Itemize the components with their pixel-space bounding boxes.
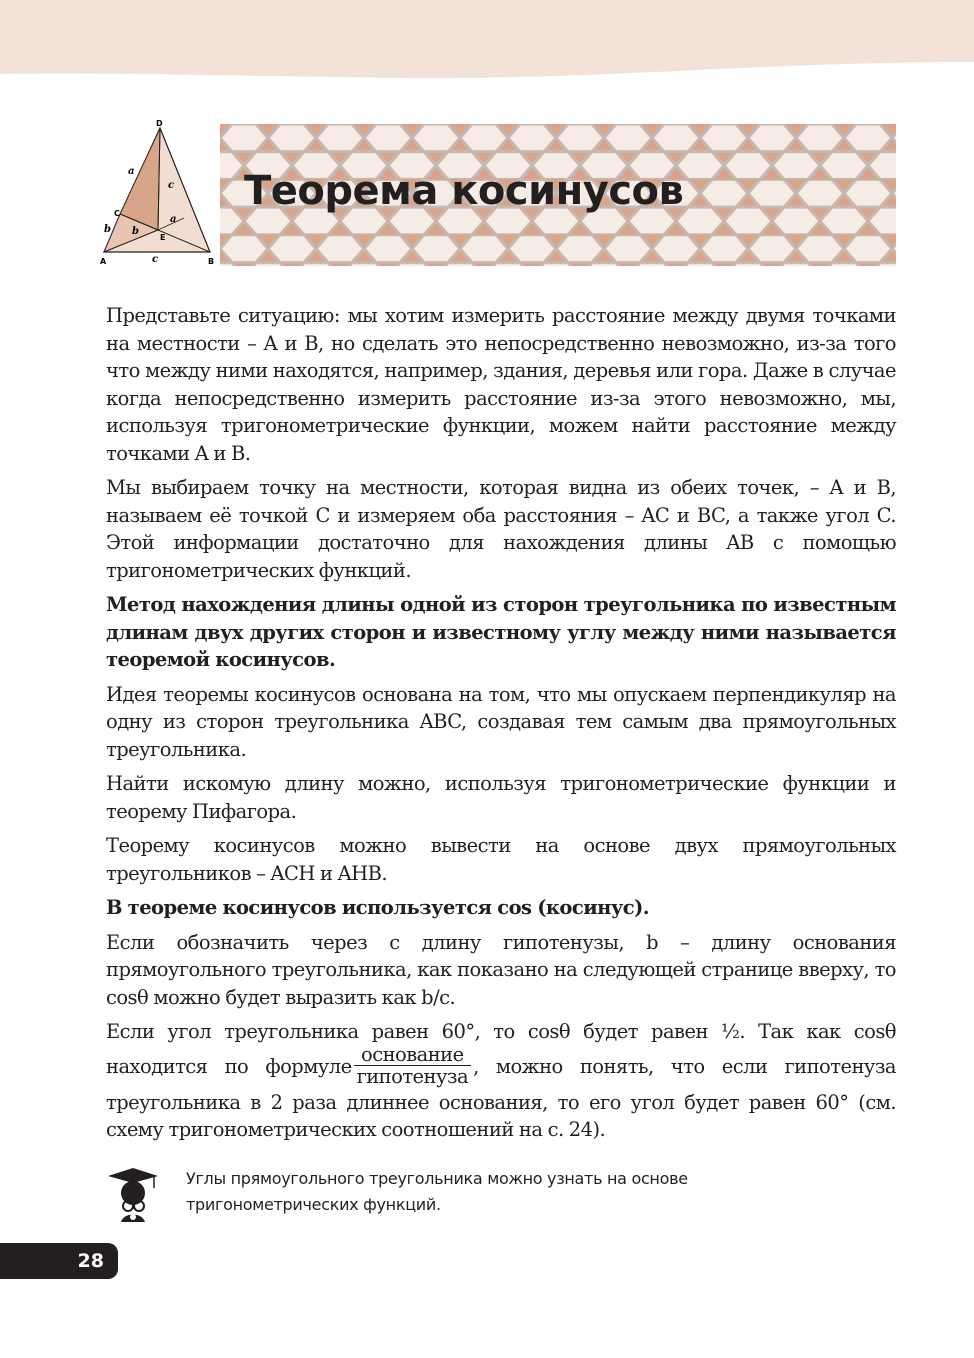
paragraph-1: Представьте ситуацию: мы хотим измерить расстояние между двумя точками на местности – A и B, но сделать это непосредственно невозможно, из-за того что между ними находятся, например, здания, деревья или гора. Даже в случае когда непосредственно измерить расстояние из-за этого невозможно, мы, используя тригонометрические функции, можем найти расстояние между точками A и B.	[106, 304, 896, 465]
page-title: Теорема косинусов	[244, 168, 684, 214]
paragraph-4: Идея теоремы косинусов основана на том, что мы опускаем перпендикуляр на одну из сторон треугольника ABC, создавая тем самым два прямоугольных треугольника.	[106, 682, 896, 761]
label-c: C	[114, 209, 120, 218]
professor-icon	[106, 1166, 160, 1226]
label-side-a2: a	[170, 214, 177, 225]
label-side-b2: b	[132, 226, 139, 237]
label-e: E	[160, 233, 166, 242]
label-b: B	[208, 257, 215, 266]
label-side-c1: c	[168, 180, 175, 191]
triangle-diagram-icon	[100, 118, 220, 266]
page-number: 28	[0, 1243, 118, 1279]
paragraph-5: Найти искомую длину можно, используя тригонометрические функции и теорему Пифагора.	[106, 772, 896, 823]
paragraph-9-end: , можно понять, что если гипотенуза треугольника в 2 раза длиннее основания, то его угол будет равен 60° (см. схему тригонометрических соотношений на с. 24).	[106, 1054, 897, 1141]
paragraph-7-cos: В теореме косинусов используется cos (косинус).	[106, 896, 650, 919]
paragraph-9	[106, 1018, 896, 1144]
note-text: Углы прямоугольного треугольника можно узнать на основе тригонометрических функций.	[186, 1169, 688, 1214]
title-band	[220, 124, 896, 266]
fraction-numerator: основание	[354, 1044, 472, 1066]
top-decorative-band	[0, 0, 974, 80]
label-side-a1: a	[128, 166, 135, 177]
paragraph-8: Если обозначить через c длину гипотенузы, b – длину основания прямоугольного треугольника, как показано на следующей странице вверху, то cosθ можно будет выразить как b/c.	[106, 930, 896, 1009]
label-side-c2: c	[152, 254, 159, 265]
paragraph-3-definition: Метод нахождения длины одной из сторон треугольника по известным длинам двух других сторон и известному углу между ними называется теоремой косинусов.	[106, 593, 896, 671]
label-a: A	[100, 257, 107, 266]
paragraph-2: Мы выбираем точку на местности, которая видна из обеих точек, – A и B, называем её точкой C и измеряем оба расстояния – AC и BC, а также угол C. Этой информации достаточно для нахождения длины AB с помощью тригонометрических функций.	[106, 476, 896, 582]
fraction-denominator: гипотенуза	[356, 1064, 469, 1088]
body-text	[106, 302, 896, 1151]
fraction-formula	[354, 1044, 472, 1087]
label-side-b1: b	[104, 224, 111, 235]
paragraph-9-start: Если угол треугольника равен 60°, то cosθ будет равен ½. Так как cosθ находится по формуле	[106, 1020, 896, 1078]
label-d: D	[156, 119, 163, 128]
note-box	[106, 1166, 896, 1226]
paragraph-6: Теорему косинусов можно вывести на основе двух прямоугольных треугольников – ACH и AHB.	[106, 834, 896, 885]
